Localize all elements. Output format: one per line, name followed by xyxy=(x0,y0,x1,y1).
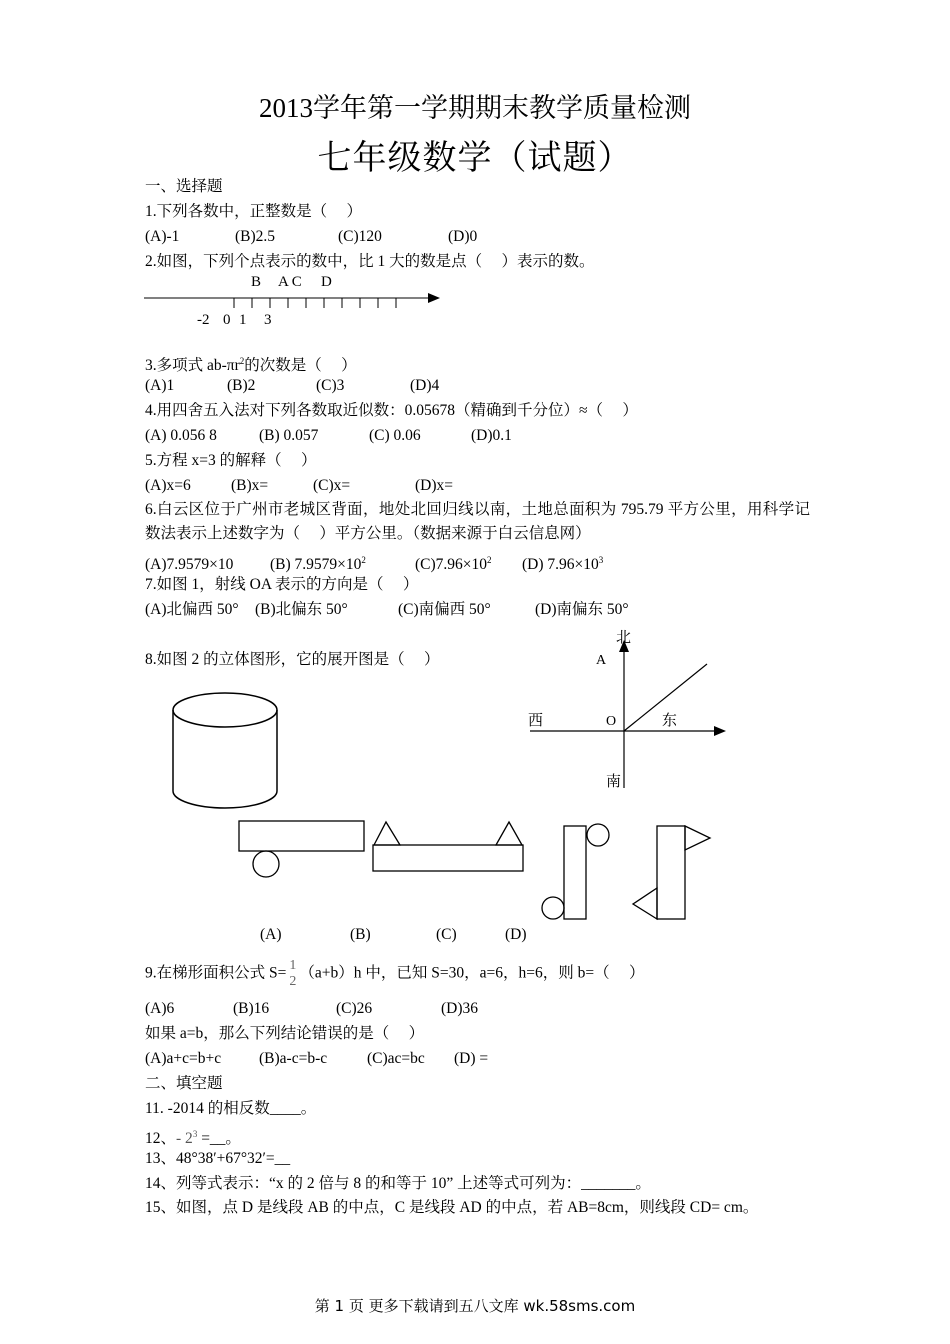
option-d: (D)36 xyxy=(441,1000,479,1017)
option-d: (D) $7.96\times 10^3$ xyxy=(522,555,604,573)
question-7-options xyxy=(145,600,629,620)
arrow-head-icon xyxy=(428,293,440,303)
option-b: (B)北偏东 50° xyxy=(255,601,348,618)
option-a: (A)7.9579×10 xyxy=(145,556,234,573)
option-b: (B) xyxy=(350,926,371,943)
question-2: 2.如图，下列个点表示的数中，比 1 大的数是点（ ）表示的数。 xyxy=(145,253,595,270)
fraction-one-half: 1 2 xyxy=(289,958,297,989)
option-b: (B)x= xyxy=(231,477,269,494)
label-south: 南 xyxy=(606,774,622,790)
option-c: (C) 0.06 xyxy=(369,427,421,444)
option-b: (B) 0.057 xyxy=(259,427,319,444)
option-c: (C)120 xyxy=(338,228,382,245)
option-a: (A)-1 xyxy=(145,228,180,245)
label-north: 北 xyxy=(616,630,632,646)
question-8: 8.如图 2 的立体图形，它的展开图是（ ） xyxy=(145,651,440,668)
label-origin-o: O xyxy=(606,714,617,729)
point-label-d: D xyxy=(321,274,332,290)
question-3-options xyxy=(145,376,439,396)
option-b: (B)2.5 xyxy=(235,228,276,245)
question-11: 11. -2014 的相反数____。 xyxy=(145,1100,317,1117)
label-east: 东 xyxy=(662,713,678,729)
exam-subtitle: 七年级数学（试题） xyxy=(317,140,633,177)
label-point-a: A xyxy=(596,653,607,668)
option-b: (B)a-c=b-c xyxy=(259,1050,328,1067)
option-d: (D)南偏东 50° xyxy=(535,601,629,618)
number-line-ticks xyxy=(234,298,396,308)
option-c: (C)南偏西 50° xyxy=(398,601,491,618)
point-label-ac: A C xyxy=(278,274,302,290)
label-west: 西 xyxy=(528,713,544,729)
option-d: (D) xyxy=(505,926,527,943)
question-10-options xyxy=(145,1049,488,1069)
option-a: (A)北偏西 50° xyxy=(145,601,239,618)
option-b: (B)16 xyxy=(233,1000,270,1017)
option-c: (C)26 xyxy=(336,1000,373,1017)
number-line-figure xyxy=(140,270,450,330)
option-b: (B) $7.9579\times 10^2$ xyxy=(270,555,366,573)
tick-label-0: 0 xyxy=(223,312,231,328)
option-d: (D)4 xyxy=(410,377,440,394)
option-c: (C)ac=bc xyxy=(367,1050,425,1067)
question-1: 1.下列各数中，正整数是（ ） xyxy=(145,203,363,220)
question-6: 6.白云区位于广州市老城区背面，地处北回归线以南，土地总面积为 795.79 平方公里，用科学记数法表示上述数字为（ ）平方公里。（数据来源于白云信息网） xyxy=(145,501,810,542)
option-d: (D)x= xyxy=(415,477,454,494)
section-heading-fill: 二、填空题 xyxy=(145,1075,223,1092)
option-c: (C)x= xyxy=(313,477,351,494)
cylinder-figure xyxy=(168,690,284,812)
question-8-option-labels xyxy=(260,925,527,945)
question-9: 9.在梯形面积公式 S= 1 2 （a+b）h 中，已知 S=30，a=6，h=6，则 b=（ ） xyxy=(145,958,645,989)
tick-label-1: 1 xyxy=(239,312,247,328)
question-13: 13、48°38′+67°32′=__ xyxy=(145,1150,291,1167)
question-6-options xyxy=(145,550,603,575)
option-b: (B)2 xyxy=(227,377,256,394)
option-d: (D)0.1 xyxy=(471,427,512,444)
question-12: 12、- $2^3$ =__。 xyxy=(145,1129,241,1147)
section-heading-choice: 一、选择题 xyxy=(145,178,223,195)
option-d: (D)0 xyxy=(448,228,478,245)
point-label-b: B xyxy=(251,274,262,290)
option-c: (C)3 xyxy=(316,377,345,394)
question-3: 3.多项式 $ab-\pi r^2$的次数是（ ） xyxy=(145,356,357,374)
question-15: 15、如图，点 D 是线段 AB 的中点，C 是线段 AD 的中点，若 AB=8cm，则线段 CD= cm。 xyxy=(145,1199,759,1216)
option-d: (D) = xyxy=(454,1050,489,1067)
option-a: (A) xyxy=(260,926,282,943)
question-5-options xyxy=(145,476,453,496)
net-option-c xyxy=(537,822,615,922)
question-5: 5.方程 x=3 的解释（ ） xyxy=(145,452,317,469)
net-option-a xyxy=(236,818,368,882)
tick-label-neg2: -2 xyxy=(197,312,210,328)
net-option-b xyxy=(370,818,528,876)
east-arrow-icon xyxy=(714,726,726,736)
option-a: (A)1 xyxy=(145,377,175,394)
option-a: (A) 0.056 8 xyxy=(145,427,217,444)
option-a: (A)x=6 xyxy=(145,477,191,494)
question-4: 4.用四舍五入法对下列各数取近似数：0.05678（精确到千分位）≈（ ） xyxy=(145,402,638,419)
option-c: $(C)7.96\times 10^2$ xyxy=(415,555,492,573)
net-option-d xyxy=(626,822,716,922)
question-14: 14、列等式表示：“x 的 2 倍与 8 的和等于 10” 上述等式可列为：_______。 xyxy=(145,1175,651,1192)
option-c: (C) xyxy=(436,926,457,943)
question-4-options xyxy=(145,426,512,446)
tick-label-3: 3 xyxy=(264,312,272,328)
option-a: (A)6 xyxy=(145,1000,175,1017)
option-a: (A)a+c=b+c xyxy=(145,1050,222,1067)
question-9-options xyxy=(145,999,478,1019)
page-footer: 第 1 页 更多下载请到五八文库 wk.58sms.com xyxy=(314,1297,636,1315)
question-10: 如果 a=b，那么下列结论错误的是（ ） xyxy=(145,1025,425,1042)
compass-figure xyxy=(520,628,735,798)
exam-title: 2013学年第一学期期末教学质量检测 xyxy=(259,93,691,123)
question-7: 7.如图 1，射线 OA 表示的方向是（ ） xyxy=(145,576,419,593)
question-1-options xyxy=(145,227,477,247)
